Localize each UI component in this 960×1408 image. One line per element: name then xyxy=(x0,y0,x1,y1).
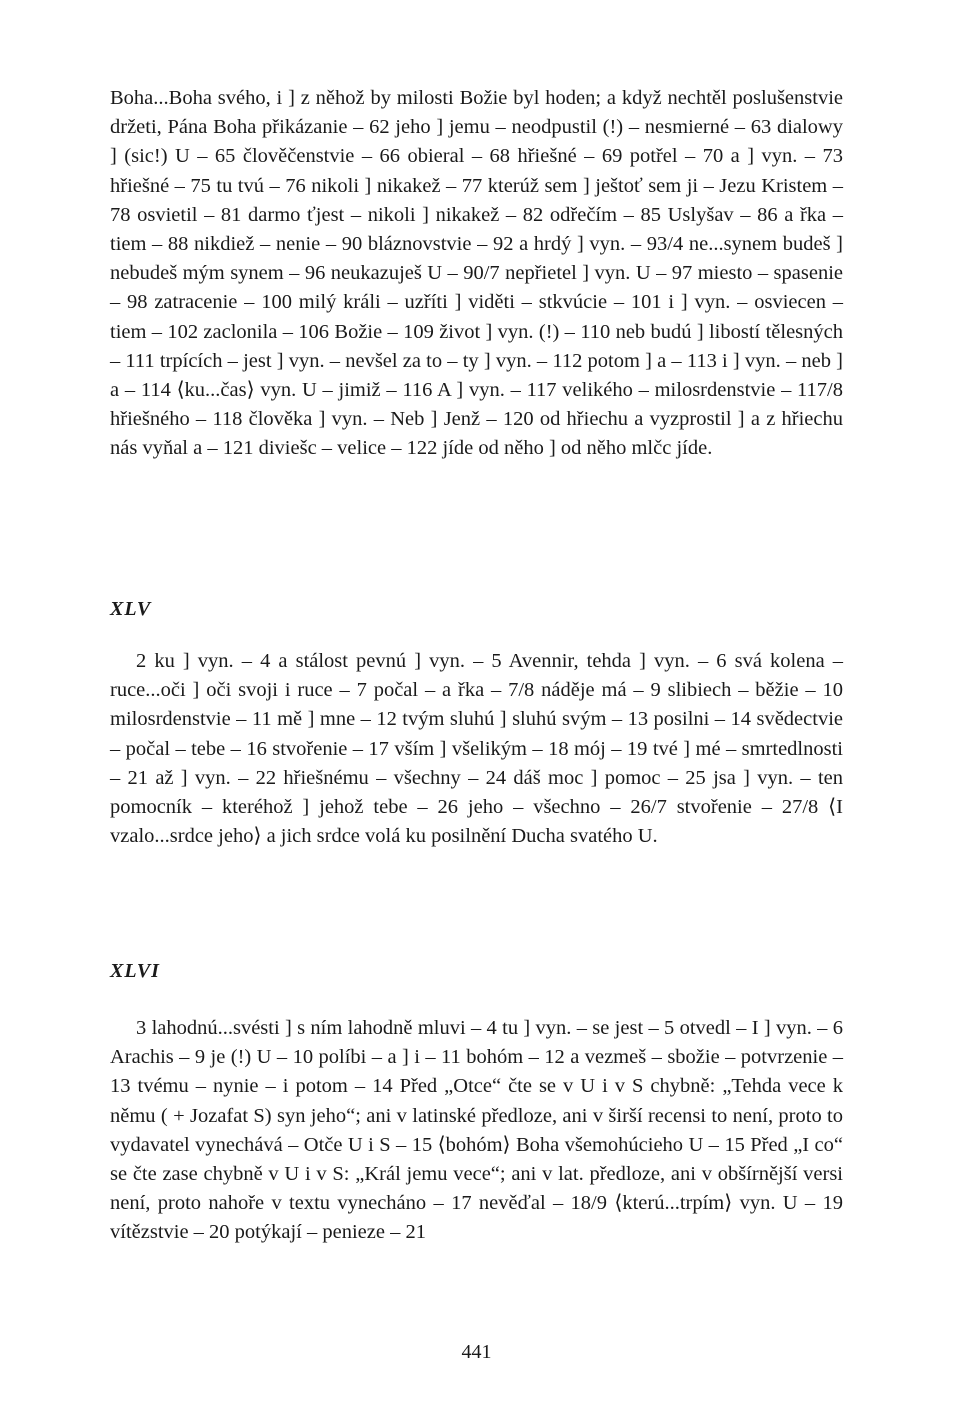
apparatus-paragraph-3: 3 lahodnú...svésti ] s ním lahodně mluvi – 4 tu ] vyn. – se jest – 5 otvedl – I ] vyn. – 6 Arachis – 9 je (!) U – 10 políbi – a ] i – 11 bohóm – 12 a vezmeš – sbožie – potvrzenie – 13 tvému – nynie – i potom – 14 Před „Otce“ čte se v U i v S chybně: „Tehda vece k němu ( + Jozafat S) syn jeho“; ani v latinské předloze, ani v širší recensi to není, proto to vydavatel vynechává – Otče U i S – 15 ⟨bohóm⟩ Boha všemohúcieho U – 15 Před „I co“ se čte zase chybně v U i v S: „Král jemu vece“; ani v lat. předloze, ani v obšírnější versi není, proto nahoře v textu vynecháno – 17 nevěďal – 18/9 ⟨kterú...trpím⟩ vyn. U – 19 vítězstvie – 20 potýkají – penieze – 21 xyxy=(110,1017,843,1244)
document-page xyxy=(110,84,843,1384)
section-heading-xlv: XLV xyxy=(110,598,152,620)
page-number: 441 xyxy=(461,1341,492,1363)
apparatus-paragraph-1: Boha...Boha svého, i ] z něhož by milosti Božie byl hoden; a když nechtěl poslušenstvie držeti, Pána Boha přikázanie – 62 jeho ] jemu – neodpustil (!) – nesmierné – 63 dialowy ] (sic!) U – 65 člověčenstvie – 66 obieral – 68 hřiešné – 69 potřel – 70 a ] vyn. – 73 hřiešné – 75 tu tvú – 76 nikoli ] nikakež – 77 kterúž sem ] ještoť sem ji – Jezu Kristem – 78 osvietil – 81 darmo ťjest – nikoli ] nikakež – 82 odřečím – 85 Uslyšav – 86 a řka – tiem – 88 nikdiež – nenie – 90 bláznovstvie – 92 a hrdý ] vyn. – 93/4 ne...synem budeš ] nebudeš mým synem – 96 neukazuješ U – 90/7 nepřietel ] vyn. U – 97 miesto – spasenie – 98 zatracenie – 100 milý králi – uzříti ] viděti – stkvúcie – 101 i ] vyn. – osviecen – tiem – 102 zaclonila – 106 Božie – 109 život ] vyn. (!) – 110 neb budú ] libostí tělesných – 111 trpících – jest ] vyn. – nevšel za to – ty ] vyn. – 112 potom ] a – 113 i ] vyn. – neb ] a – 114 ⟨ku...čas⟩ vyn. U – jimiž – 116 A ] vyn. – 117 velikého – milosrdenstvie – 117/8 hřiešného – 118 člověka ] vyn. – Neb ] Jenž – 120 od hřiechu a vyzprostil ] a z hřiechu nás vyňal a – 121 diviešc – velice – 122 jíde od něho ] od něho mlčc jíde. xyxy=(110,87,843,460)
apparatus-paragraph-2: 2 ku ] vyn. – 4 a stálost pevnú ] vyn. – 5 Avennir, tehda ] vyn. – 6 svá kolena – ruce...oči ] oči svoji i ruce – 7 počal – a řka – 7/8 náděje má – 9 slibiech – běžie – 10 milosrdenstvie – 11 mě ] mne – 12 tvým sluhú ] sluhú svým – 13 posilni – 14 svědectvie – počal – tebe – 16 stvořenie – 17 vším ] všelikým – 18 mój – 19 tvé ] mé – smrtedlnosti – 21 až ] vyn. – 22 hřiešnému – všechny – 24 dáš moc ] pomoc – 25 jsa ] vyn. – ten pomocník – kteréhož ] jehož tebe – 26 jeho – všechno – 26/7 stvořenie – 27/8 ⟨I vzalo...srdce jeho⟩ a jich srdce volá ku posilnění Ducha svatého U. xyxy=(110,650,843,848)
section-heading-xlvi: XLVI xyxy=(110,960,160,982)
